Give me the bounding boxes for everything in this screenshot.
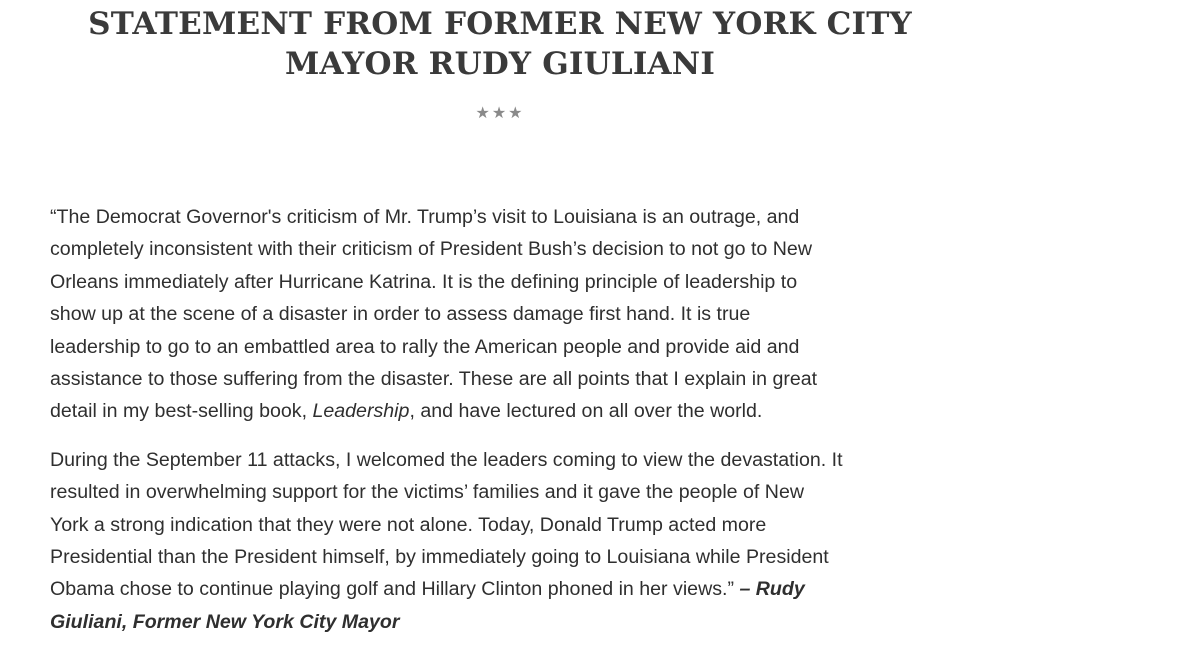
- paragraph-line: leadership to go to an embattled area to rally the American people and provide aid and: [50, 335, 800, 358]
- paragraph-line: resulted in overwhelming support for the victims’ families and it gave the people of New: [50, 481, 805, 504]
- paragraph-line: York a strong indication that they were not alone. Today, Donald Trump acted more: [50, 513, 767, 536]
- paragraph-line: assistance to those suffering from the disaster. These are all points that I explain in great: [50, 368, 818, 391]
- title-line-2: MAYOR RUDY GIULIANI: [284, 46, 716, 82]
- paragraph-line: [50, 606, 940, 638]
- paragraph-line: During the September 11 attacks, I welcomed the leaders coming to view the devastation. It: [50, 448, 843, 471]
- paragraph-1: [50, 201, 940, 428]
- page-title: [0, 4, 1000, 84]
- line-text: detail in my best-selling book,: [50, 400, 313, 423]
- paragraph-line: Presidential than the President himself, by immediately going to Louisiana while President: [50, 546, 829, 569]
- statement-body: [50, 201, 940, 638]
- attribution: Giuliani, Former New York City Mayor: [50, 610, 400, 633]
- attribution: – Rudy: [739, 578, 805, 601]
- paragraph-line: show up at the scene of a disaster in order to assess damage first hand. It is true: [50, 303, 751, 326]
- book-title: Leadership: [312, 400, 410, 423]
- line-text: Obama chose to continue playing golf and Hillary Clinton phoned in her views.”: [50, 578, 740, 601]
- line-text: , and have lectured on all over the world.: [409, 400, 763, 423]
- paragraph-line: “The Democrat Governor's criticism of Mr. Trump’s visit to Louisiana is an outrage, and: [50, 206, 800, 228]
- paragraph-line: [50, 395, 940, 427]
- star-divider: ★★★: [475, 103, 525, 122]
- paragraph-line: Orleans immediately after Hurricane Katrina. It is the defining principle of leadership to: [50, 270, 798, 293]
- paragraph-2: [50, 444, 940, 638]
- title-line-1: STATEMENT FROM FORMER NEW YORK CITY: [88, 6, 912, 42]
- paragraph-line: [50, 573, 940, 605]
- paragraph-line: completely inconsistent with their criticism of President Bush’s decision to not go to New: [50, 238, 812, 261]
